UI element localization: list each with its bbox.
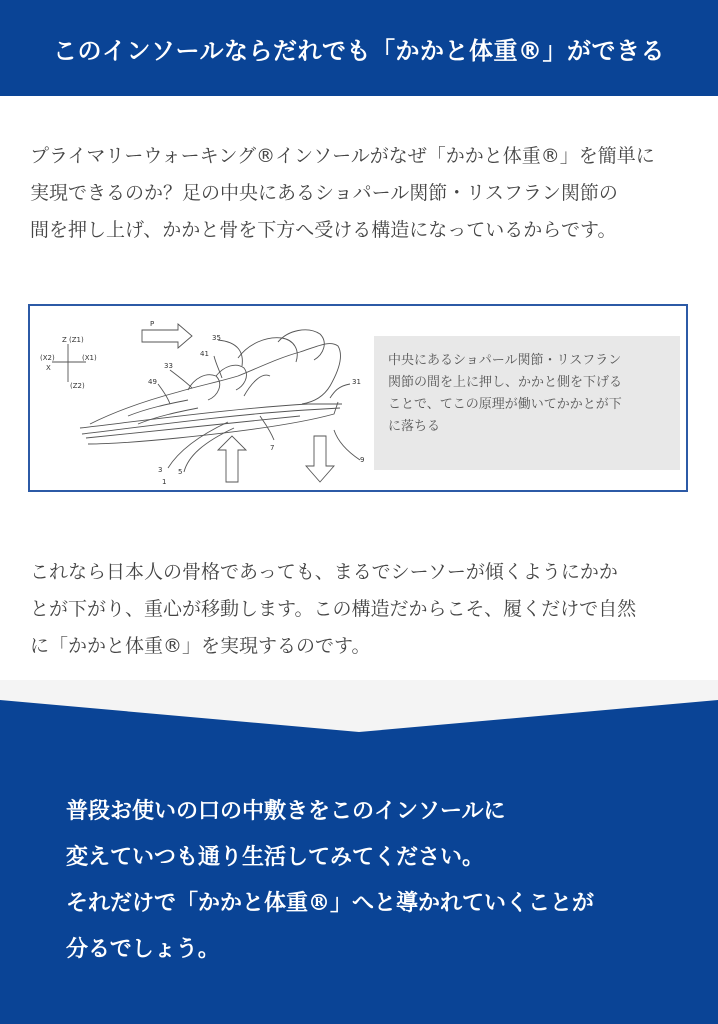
cta-section bbox=[0, 680, 718, 1024]
axis-label-z2: (Z2) bbox=[70, 382, 85, 390]
intro-line: 実現できるのか？足の中央にあるショパール関節・リスフラン関節の bbox=[30, 182, 618, 204]
ref-label: 33 bbox=[164, 362, 173, 370]
ref-label: P bbox=[150, 320, 155, 328]
figure-caption bbox=[374, 336, 680, 470]
intro-line: 間を押し上げ、かかと骨を下方へ受ける構造になっているからです。 bbox=[30, 219, 617, 241]
patent-figure bbox=[28, 304, 688, 492]
caption-line: 中央にあるショパール関節・リスフラン bbox=[388, 353, 622, 368]
body-line: とが下がり、重心が移動します。この構造だからこそ、履くだけで自然 bbox=[30, 598, 637, 620]
cta-line: 分るでしょう。 bbox=[66, 936, 220, 962]
caption-line: 関節の間を上に押し、かかと側を下げる bbox=[388, 375, 623, 390]
body-line: に「かかと体重®」を実現するのです。 bbox=[30, 635, 371, 657]
axis-label-x2: (X2) bbox=[40, 354, 55, 362]
cta-line: 普段お使いの口の中敷きをこのインソールに bbox=[66, 798, 506, 824]
ref-label: 3 bbox=[158, 466, 163, 474]
body-line: これなら日本人の骨格であっても、まるでシーソーが傾くようにかか bbox=[30, 561, 618, 583]
axis-label-x1: (X1) bbox=[82, 354, 97, 362]
ref-label: 31 bbox=[352, 378, 361, 386]
ref-label: 1 bbox=[162, 478, 167, 486]
caption-line: に落ちる bbox=[388, 419, 441, 434]
body-paragraph bbox=[30, 554, 690, 665]
intro-line: プライマリーウォーキング®インソールがなぜ「かかと体重®」を簡単に bbox=[30, 145, 655, 167]
insole-patent-drawing bbox=[38, 312, 378, 488]
ref-label: 9 bbox=[360, 456, 365, 464]
ref-label: 41 bbox=[200, 350, 209, 358]
ref-label: 7 bbox=[270, 444, 275, 452]
ref-label: 5 bbox=[178, 468, 183, 476]
intro-paragraph bbox=[30, 138, 690, 249]
cta-message bbox=[66, 788, 666, 972]
axis-label-z: Z (Z1) bbox=[62, 336, 84, 344]
cta-line: それだけで「かかと体重®」へと導かれていくことが bbox=[66, 890, 595, 916]
caption-line: ことで、てこの原理が働いてかかとが下 bbox=[388, 397, 622, 412]
header-banner bbox=[0, 0, 718, 96]
header-title: このインソールならだれでも「かかと体重®」ができる bbox=[52, 36, 666, 65]
ref-label: 49 bbox=[148, 378, 157, 386]
ref-label: 35 bbox=[212, 334, 221, 342]
cta-line: 変えていつも通り生活してみてください。 bbox=[66, 844, 485, 870]
axis-label-x: X bbox=[46, 364, 51, 372]
